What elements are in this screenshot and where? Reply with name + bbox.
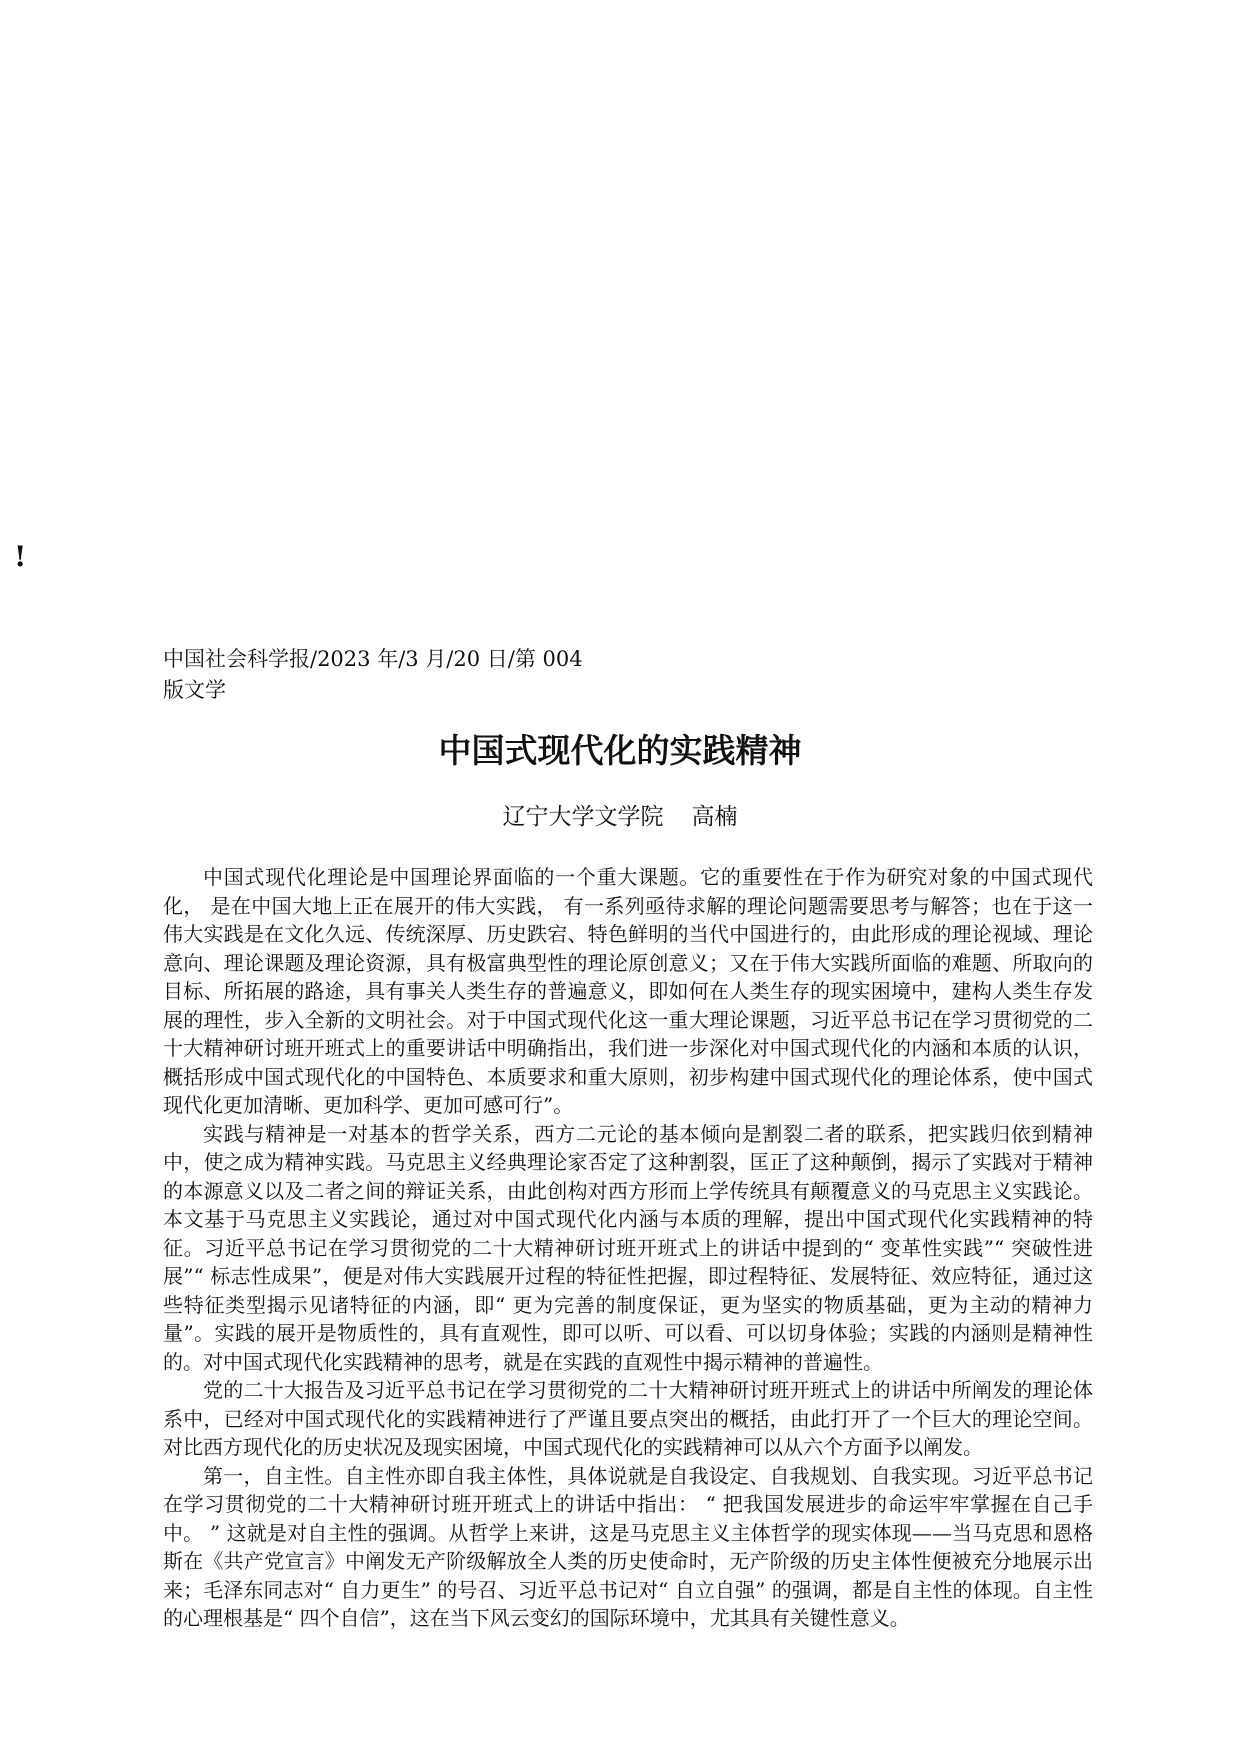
article-title: 中国式现代化的实践精神 xyxy=(438,731,802,770)
masthead-line: 版文学 xyxy=(163,678,226,702)
author-institution: 辽宁大学文学院 xyxy=(502,804,664,830)
masthead-line: 中国社会科学报/2023 年/3 月/20 日/第 004 xyxy=(163,647,583,671)
byline xyxy=(0,801,1240,833)
paragraph: 中国式现代化理论是中国理论界面临的一个重大课题。它的重要性在于作为研究对象的中国式现代化， 是在中国大地上正在展开的伟大实践， 有一系列亟待求解的理论问题需要思考与解答；也在于这一伟大实践是在文化久远、传统深厚、历史跌宕、特色鲜明的当代中国进行的，由此形成的理论视域、理论意向、理论课题及理论资源，具有极富典型性的理论原创意义；又在于伟大实践所面临的难题、所取向的目标、所拓展的路途，具有事关人类生存的普遍意义，即如何在人类生存的现实困境中，建构人类生存发展的理性，步入全新的文明社会。对于中国式现代化这一重大理论课题，习近平总书记在学习贯彻党的二十大精神研讨班开班式上的重要讲话中明确指出，我们进一步深化对中国式现代化的内涵和本质的认识，概括形成中国式现代化的中国特色、本质要求和重大原则，初步构建中国式现代化的理论体系，使中国式现代化更加清晰、更加科学、更加可感可行”。 xyxy=(163,865,1093,1117)
paragraph: 实践与精神是一对基本的哲学关系，西方二元论的基本倾向是割裂二者的联系，把实践归依到精神中，使之成为精神实践。马克思主义经典理论家否定了这种割裂，匡正了这种颠倒，揭示了实践对于精神的本源意义以及二者之间的辩证关系，由此创构对西方形而上学传统具有颠覆意义的马克思主义实践论。本文基于马克思主义实践论，通过对中国式现代化内涵与本质的理解，提出中国式现代化实践精神的特征。习近平总书记在学习贯彻党的二十大精神研讨班开班式上的讲话中提到的“ 变革性实践”“ 突破性进展”“ 标志性成果”，便是对伟大实践展开过程的特征性把握，即过程特征、发展特征、效应特征，通过这些特征类型揭示见诸特征的内涵，即“ 更为完善的制度保证，更为坚实的物质基础，更为主动的精神力量”。实践的展开是物质性的，具有直观性，即可以听、可以看、可以切身体验；实践的内涵则是精神性的。对中国式现代化实践精神的思考，就是在实践的直观性中揭示精神的普遍性。 xyxy=(163,1121,1093,1374)
annotation-mark: ! xyxy=(14,540,27,573)
paragraph: 第一，自主性。自主性亦即自我主体性，具体说就是自我设定、自我规划、自我实现。习近平总书记在学习贯彻党的二十大精神研讨班开班式上的讲话中指出： “ 把我国发展进步的命运牢牢掌握在自己手中。 ” 这就是对自主性的强调。从哲学上来讲，这是马克思主义主体哲学的现实体现——当马克思和恩格斯在《共产党宣言》中阐发无产阶级解放全人类的历史使命时，无产阶级的历史主体性便被充分地展示出来；毛泽东同志对“ 自力更生” 的号召、习近平总书记对“ 自立自强” 的强调，都是自主性的体现。自主性的心理根基是“ 四个自信”，这在当下风云变幻的国际环境中，尤其具有关键性意义。 xyxy=(163,1463,1093,1630)
paragraph: 党的二十大报告及习近平总书记在学习贯彻党的二十大精神研讨班开班式上的讲话中所阐发的理论体系中，已经对中国式现代化的实践精神进行了严谨且要点突出的概括，由此打开了一个巨大的理论空间。对比西方现代化的历史状况及现实困境，中国式现代化的实践精神可以从六个方面予以阐发。 xyxy=(163,1378,1093,1459)
author-name: 高楠 xyxy=(691,804,738,830)
masthead xyxy=(163,644,583,706)
article-body xyxy=(163,863,1093,1633)
